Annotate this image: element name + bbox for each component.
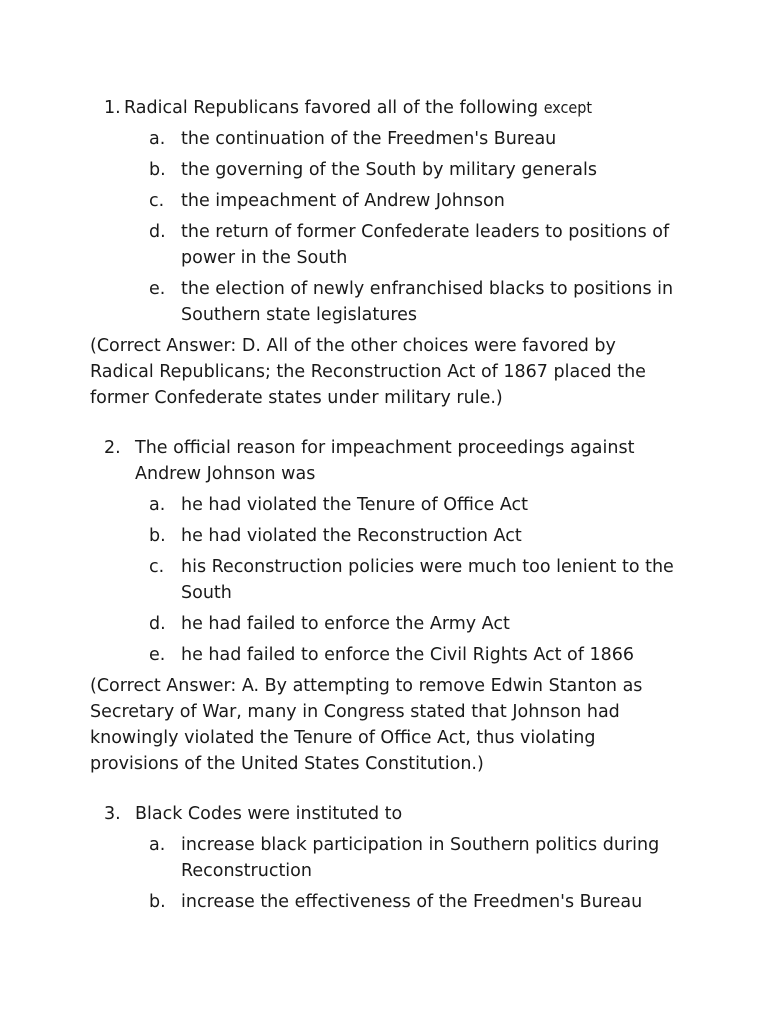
question-number: 1. (104, 98, 121, 118)
question-text: The official reason for impeachment proceedings against Andrew Johnson was (135, 438, 635, 484)
question-prompt (0, 801, 768, 827)
option-item (0, 832, 768, 884)
correct-answer: (Correct Answer: D. All of the other choices were favored by Radical Republicans; the Reconstruction Act of 1867 placed the former Confederate states under military rule.) (90, 336, 646, 408)
option-letter: a. (149, 495, 166, 515)
option-letter: d. (149, 614, 166, 634)
correct-answer: (Correct Answer: A. By attempting to remove Edwin Stanton as Secretary of War, many in Congress stated that Johnson had knowingly violated the Tenure of Office Act, thus violating provisions of the United States Constitution.) (90, 676, 643, 774)
option-item (0, 219, 768, 271)
option-item (0, 642, 768, 668)
option-item (0, 523, 768, 549)
option-text: his Reconstruction policies were much too lenient to the South (181, 557, 674, 603)
option-letter: c. (149, 557, 165, 577)
question-emphasis: except (543, 98, 593, 117)
option-text: he had failed to enforce the Civil Rights Act of 1866 (181, 645, 635, 665)
option-item (0, 276, 768, 328)
option-letter: a. (149, 129, 166, 149)
option-item (0, 157, 768, 183)
option-text: the return of former Confederate leaders to positions of power in the South (181, 222, 670, 268)
option-text: the impeachment of Andrew Johnson (181, 191, 505, 211)
option-letter: b. (149, 526, 166, 546)
option-letter: e. (149, 279, 166, 299)
question-number: 2. (104, 438, 121, 458)
question-prompt (0, 95, 768, 121)
question-text: Radical Republicans favored all of the following (124, 98, 539, 118)
option-letter: b. (149, 160, 166, 180)
option-text: increase the effectiveness of the Freedmen's Bureau (181, 892, 643, 912)
question-3 (0, 801, 768, 915)
option-letter: d. (149, 222, 166, 242)
option-text: the election of newly enfranchised blacks to positions in Southern state legislatures (181, 279, 674, 325)
question-number: 3. (104, 804, 121, 824)
option-letter: a. (149, 835, 166, 855)
question-2 (0, 435, 768, 777)
option-list (0, 126, 768, 328)
option-item (0, 126, 768, 152)
option-text: increase black participation in Southern politics during Reconstruction (181, 835, 660, 881)
option-letter: e. (149, 645, 166, 665)
option-item (0, 554, 768, 606)
option-text: he had failed to enforce the Army Act (181, 614, 510, 634)
option-text: the continuation of the Freedmen's Bureau (181, 129, 557, 149)
option-letter: b. (149, 892, 166, 912)
option-item (0, 188, 768, 214)
option-text: the governing of the South by military generals (181, 160, 597, 180)
option-letter: c. (149, 191, 165, 211)
option-item (0, 611, 768, 637)
option-list (0, 492, 768, 668)
option-item (0, 492, 768, 518)
option-text: he had violated the Reconstruction Act (181, 526, 522, 546)
question-1 (0, 95, 768, 411)
question-prompt (0, 435, 768, 487)
option-list (0, 832, 768, 915)
question-text: Black Codes were instituted to (135, 804, 403, 824)
option-item (0, 889, 768, 915)
option-text: he had violated the Tenure of Office Act (181, 495, 529, 515)
